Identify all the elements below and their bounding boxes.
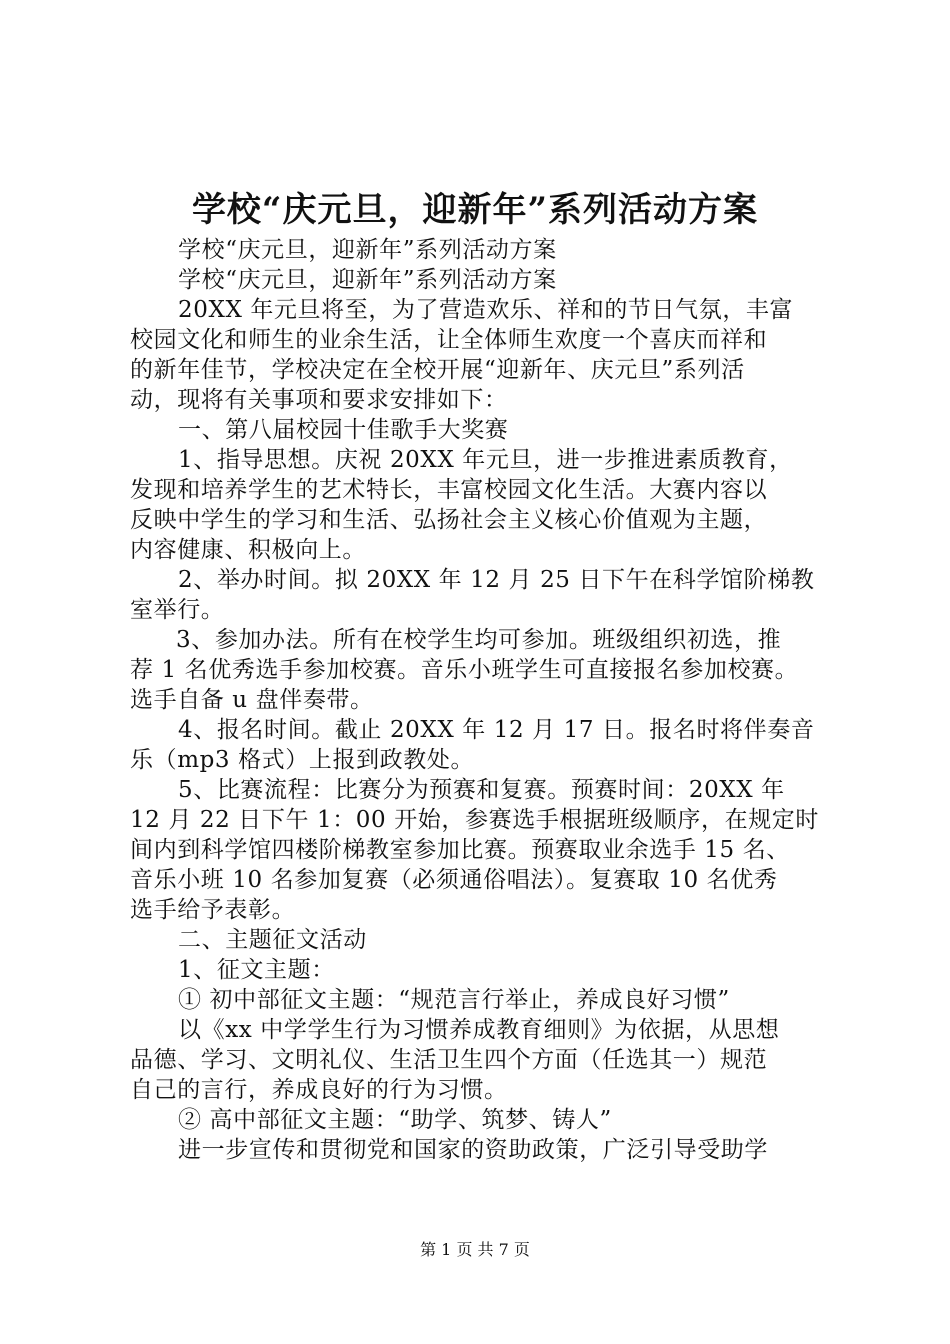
body-line: 间内到科学馆四楼阶梯教室参加比赛。预赛取业余选手 15 名、 <box>130 837 790 863</box>
body-line: 室举行。 <box>130 597 225 623</box>
body-line: 进一步宣传和贯彻党和国家的资助政策，广泛引导受助学 <box>178 1137 768 1163</box>
body-line: 自己的言行，养成良好的行为习惯。 <box>130 1077 508 1103</box>
body-line: 20XX 年元旦将至，为了营造欢乐、祥和的节日气氛，丰富 <box>178 297 794 323</box>
section-heading: 一、第八届校园十佳歌手大奖赛 <box>178 417 509 443</box>
body-line: 的新年佳节，学校决定在全校开展“迎新年、庆元旦”系列活 <box>130 357 745 383</box>
section-heading: 二、主题征文活动 <box>178 927 367 953</box>
document-body <box>130 235 835 1165</box>
body-line: 12 月 22 日下午 1：00 开始，参赛选手根据班级顺序，在规定时 <box>130 807 819 833</box>
body-line: 学校“庆元旦，迎新年”系列活动方案 <box>178 267 557 293</box>
body-line: 选手给予表彰。 <box>130 897 296 923</box>
body-line: 1、指导思想。庆祝 20XX 年元旦，进一步推进素质教育， <box>178 447 793 473</box>
body-line: ① 初中部征文主题：“规范言行举止，养成良好习惯” <box>178 987 730 1013</box>
body-line: 以《xx 中学学生行为习惯养成教育细则》为依据，从思想 <box>178 1017 780 1043</box>
body-line: 乐（mp3 格式）上报到政教处。 <box>130 747 475 773</box>
page-number: 第 1 页 共 7 页 <box>420 1240 530 1259</box>
body-line: 学校“庆元旦，迎新年”系列活动方案 <box>178 237 557 263</box>
body-line: 动，现将有关事项和要求安排如下： <box>130 387 508 413</box>
body-line: 5、比赛流程：比赛分为预赛和复赛。预赛时间：20XX 年 <box>178 777 785 803</box>
body-line: 荐 1 名优秀选手参加校赛。音乐小班学生可直接报名参加校赛。 <box>130 657 799 683</box>
body-line: 校园文化和师生的业余生活，让全体师生欢度一个喜庆而祥和 <box>130 327 768 353</box>
body-line: 选手自备 u 盘伴奏带。 <box>130 687 374 713</box>
document-title: 学校“庆元旦，迎新年”系列活动方案 <box>191 190 759 230</box>
body-line: 4、报名时间。截止 20XX 年 12 月 17 日。报名时将伴奏音 <box>178 717 815 743</box>
body-line: 1、征文主题： <box>178 957 335 983</box>
body-line: 2、举办时间。拟 20XX 年 12 月 25 日下午在科学馆阶梯教 <box>178 567 815 593</box>
body-line: 发现和培养学生的艺术特长，丰富校园文化生活。大赛内容以 <box>130 477 768 503</box>
body-line: 反映中学生的学习和生活、弘扬社会主义核心价值观为主题， <box>130 507 768 533</box>
body-line: ② 高中部征文主题：“助学、筑梦、铸人” <box>178 1107 612 1133</box>
body-line: 3、参加办法。所有在校学生均可参加。班级组织初选，推 <box>176 627 782 653</box>
body-line: 音乐小班 10 名参加复赛（必须通俗唱法）。复赛取 10 名优秀 <box>130 867 778 893</box>
body-line: 品德、学习、文明礼仪、生活卫生四个方面（任选其一）规范 <box>130 1047 768 1073</box>
body-line: 内容健康、积极向上。 <box>130 537 366 563</box>
